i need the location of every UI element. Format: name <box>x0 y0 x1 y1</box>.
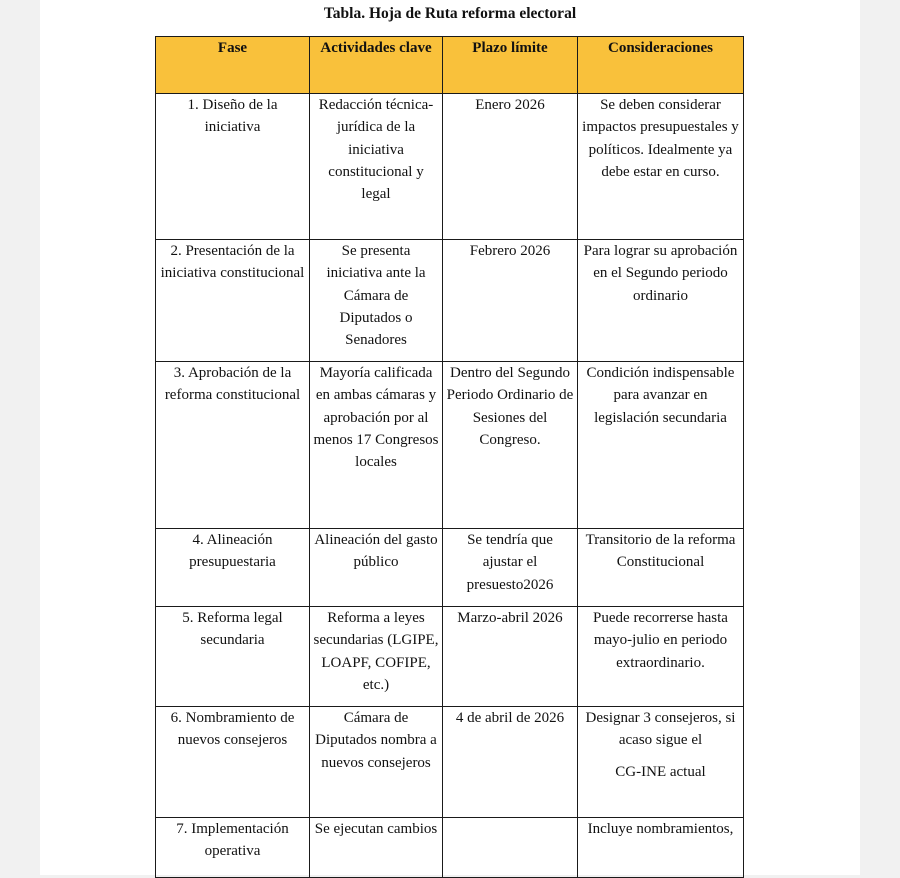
cell-fase: 4. Alineación presupuestaria <box>156 529 310 607</box>
table-title: Tabla. Hoja de Ruta reforma electoral <box>323 5 577 22</box>
cell-plazo: Enero 2026 <box>443 94 578 240</box>
consideraciones-text: Designar 3 consejeros, si acaso sigue el <box>585 710 736 749</box>
cell-actividades: Reforma a leyes secundarias (LGIPE, LOAPF, COFIPE, etc.) <box>310 607 443 707</box>
header-actividades: Actividades clave <box>310 37 443 94</box>
cell-plazo <box>443 818 578 878</box>
cell-consideraciones: Se deben considerar impactos presupuestales y políticos. Idealmente ya debe estar en curso. <box>578 94 744 240</box>
header-consideraciones: Consideraciones <box>578 37 744 94</box>
table-row <box>156 818 744 878</box>
table-row <box>156 362 744 529</box>
cell-consideraciones: Condición indispensable para avanzar en legislación secundaria <box>578 362 744 529</box>
roadmap-table <box>155 36 744 878</box>
header-plazo: Plazo límite <box>443 37 578 94</box>
table-row <box>156 707 744 818</box>
cell-actividades: Cámara de Diputados nombra a nuevos consejeros <box>310 707 443 818</box>
cell-plazo: Febrero 2026 <box>443 240 578 362</box>
cell-actividades: Redacción técnica-jurídica de la iniciativa constitucional y legal <box>310 94 443 240</box>
cell-consideraciones: Incluye nombramientos, <box>578 818 744 878</box>
cell-consideraciones <box>578 707 744 818</box>
table-row <box>156 240 744 362</box>
cell-fase: 1. Diseño de la iniciativa <box>156 94 310 240</box>
table-row <box>156 607 744 707</box>
cell-fase: 3. Aprobación de la reforma constitucional <box>156 362 310 529</box>
cell-consideraciones: Puede recorrerse hasta mayo-julio en periodo extraordinario. <box>578 607 744 707</box>
cell-plazo: 4 de abril de 2026 <box>443 707 578 818</box>
header-fase: Fase <box>156 37 310 94</box>
cell-consideraciones: Transitorio de la reforma Constitucional <box>578 529 744 607</box>
cell-fase: 2. Presentación de la iniciativa constitucional <box>156 240 310 362</box>
table-row <box>156 529 744 607</box>
cell-plazo: Se tendría que ajustar el presuesto2026 <box>443 529 578 607</box>
cell-plazo: Dentro del Segundo Periodo Ordinario de Sesiones del Congreso. <box>443 362 578 529</box>
cell-actividades: Mayoría calificada en ambas cámaras y aprobación por al menos 17 Congresos locales <box>310 362 443 529</box>
cell-plazo: Marzo-abril 2026 <box>443 607 578 707</box>
cell-consideraciones: Para lograr su aprobación en el Segundo periodo ordinario <box>578 240 744 362</box>
cell-actividades: Alineación del gasto público <box>310 529 443 607</box>
table-row <box>156 94 744 240</box>
cell-fase: 5. Reforma legal secundaria <box>156 607 310 707</box>
table-header-row <box>156 37 744 94</box>
cell-fase: 7. Implementación operativa <box>156 818 310 878</box>
cell-actividades: Se presenta iniciativa ante la Cámara de Diputados o Senadores <box>310 240 443 362</box>
consideraciones-text: CG-INE actual <box>615 763 706 780</box>
cell-actividades: Se ejecutan cambios <box>310 818 443 878</box>
cell-fase: 6. Nombramiento de nuevos consejeros <box>156 707 310 818</box>
